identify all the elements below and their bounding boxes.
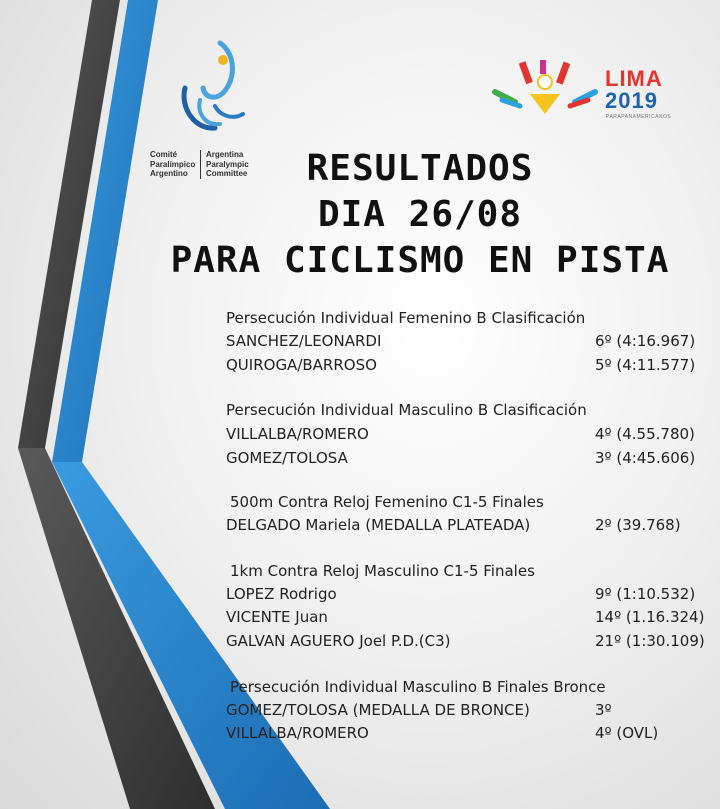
apc-name-english: Argentina Paralympic Committee [200, 150, 249, 179]
lima-subtitle: PARAPANAMERICANOS [606, 114, 672, 120]
athlete-name: GOMEZ/TOLOSA (MEDALLA DE BRONCE) [226, 701, 530, 719]
athlete-name: GOMEZ/TOLOSA [226, 449, 348, 467]
athlete-name: DELGADO Mariela (MEDALLA PLATEADA) [226, 516, 531, 534]
athlete-name: VILLALBA/ROMERO [226, 425, 369, 443]
section-heading: 500m Contra Reloj Femenino C1-5 Finales [230, 493, 544, 511]
section-heading: Persecución Individual Femenino B Clasificación [226, 309, 586, 327]
lima-wordmark: LIMA [605, 66, 663, 91]
athlete-result: 4º (OVL) [595, 724, 659, 742]
athlete-name: GALVAN AGUERO Joel P.D.(C3) [226, 632, 451, 650]
title-line-3: PARA CICLISMO EN PISTA [170, 240, 670, 281]
athlete-result: 2º (39.768) [595, 516, 681, 534]
athlete-name: SANCHEZ/LEONARDI [226, 332, 382, 350]
athlete-result: 5º (4:11.577) [595, 356, 696, 374]
section-heading: Persecución Individual Masculino B Finales Bronce [230, 678, 606, 696]
athlete-name: LOPEZ Rodrigo [226, 585, 337, 603]
title-line-1: RESULTADOS [306, 148, 534, 189]
athlete-result: 6º (4:16.967) [595, 332, 696, 350]
section-heading: 1km Contra Reloj Masculino C1-5 Finales [230, 562, 535, 580]
athlete-result: 3º (4:45.606) [595, 449, 696, 467]
lima-year: 2019 [605, 88, 658, 113]
title-line-2: DIA 26/08 [317, 194, 523, 235]
section-heading: Persecución Individual Masculino B Clasificación [226, 401, 587, 419]
athlete-result: 4º (4.55.780) [595, 425, 695, 443]
apc-name-spanish: Comité Paralímpico Argentino [150, 150, 196, 178]
athlete-result: 9º (1:10.532) [595, 585, 696, 603]
athlete-name: VILLALBA/ROMERO [226, 724, 369, 742]
athlete-result: 14º (1.16.324) [595, 608, 705, 626]
athlete-name: VICENTE Juan [226, 608, 328, 626]
athlete-name: QUIROGA/BARROSO [226, 356, 377, 374]
athlete-result: 21º (1:30.109) [595, 632, 705, 650]
athlete-result: 3º [595, 701, 612, 719]
